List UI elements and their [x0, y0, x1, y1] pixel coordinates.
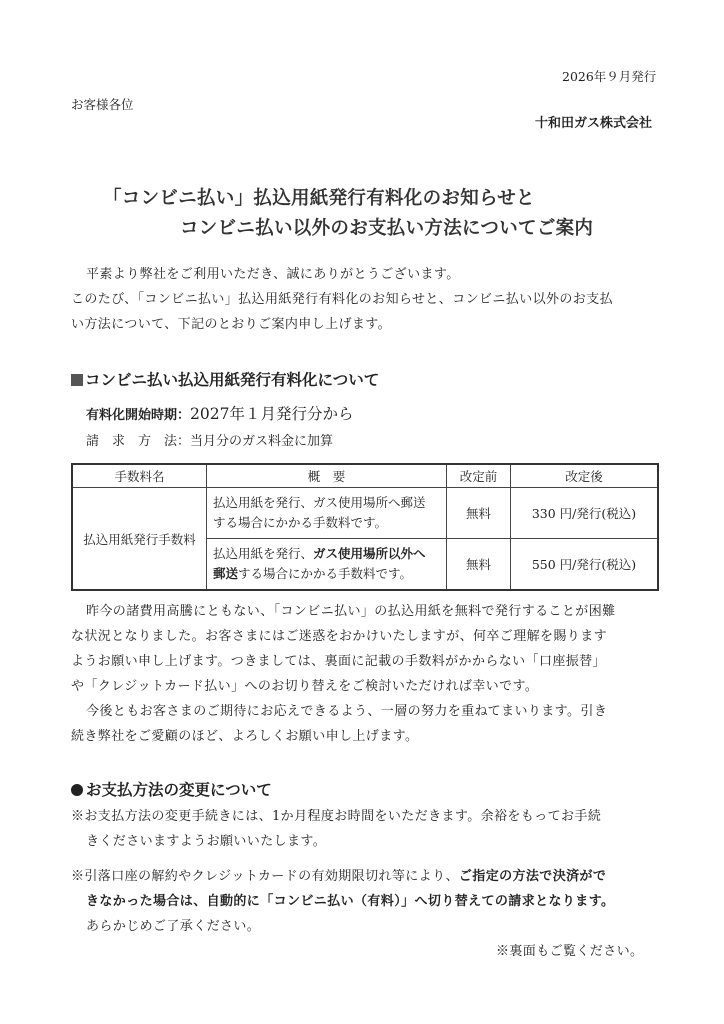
table-header-cell: 改定前	[447, 464, 511, 488]
back-note: ※裏面もご覧ください。	[496, 944, 644, 959]
billing-label: 請 求 方 法：	[86, 434, 191, 449]
section2-heading-text: お支払方法の変更について	[86, 781, 272, 799]
intro-line1: 平素より弊社をご利用いただき、誠にありがとうございます。	[86, 267, 460, 282]
table-header-row	[72, 464, 658, 488]
description-text: 払込用紙を発行、	[213, 546, 314, 561]
before-cell: 無料	[447, 539, 511, 591]
section2-heading	[71, 778, 272, 800]
para2-line1: 今後ともお客さまのご期待にお応えできるよう、一層の努力を重ねてまいります。引き	[86, 704, 608, 719]
description-text: する場合にかかる手数料です。	[238, 566, 413, 581]
description-emphasis: ガス使用場所以外へ	[313, 546, 426, 561]
note2-text: ※引落口座の解約やクレジットカードの有効期限切れ等により、	[71, 869, 459, 884]
square-bullet-icon	[71, 374, 83, 386]
company-name: 十和田ガス株式会社	[535, 116, 653, 131]
description-line: 払込用紙を発行、ガス使用場所へ郵送	[213, 495, 426, 510]
note1-line2: きくださいますようお願いいたします。	[86, 834, 327, 849]
note1-line1: ※お支払方法の変更手続きには、1か月程度お時間をいただきます。余裕をもってお手続	[71, 809, 602, 824]
para1-line4: や「クレジットカード払い」へのお切り替えをご検討いただければ幸いです。	[71, 679, 539, 694]
start-period	[86, 402, 353, 424]
billing-value: 当月分のガス料金に加算	[190, 434, 334, 449]
para1-line3: ようお願い申し上げます。つきましては、裏面に記載の手数料がかからない「口座振替」	[71, 654, 606, 669]
start-value: 2027年１月発行分から	[190, 405, 354, 423]
section1-heading-text: コンビニ払い払込用紙発行有料化について	[85, 371, 380, 389]
recipient: お客様各位	[71, 97, 134, 112]
para2-line2: 続き弊社をご愛顧のほど、よろしくお願い申し上げます。	[71, 729, 419, 744]
title-line1: 「コンビニ払い」払込用紙発行有料化のお知らせと	[103, 188, 535, 209]
fee-table	[71, 463, 659, 591]
description-line	[213, 544, 440, 564]
description-line	[213, 564, 440, 584]
start-label: 有料化開始時期：	[86, 408, 191, 423]
after-cell: 330 円/発行(税込)	[511, 488, 659, 539]
description-cell	[207, 488, 447, 539]
description-cell	[207, 539, 447, 591]
description-emphasis: 郵送	[213, 566, 239, 581]
note2-line1	[71, 865, 606, 889]
para1-line1: 昨今の諸費用高騰にともない、「コンビニ払い」の払込用紙を無料で発行することが困難	[86, 604, 616, 619]
before-cell: 無料	[447, 488, 511, 539]
description-line: する場合にかかる手数料です。	[213, 515, 388, 530]
fee-name-cell: 払込用紙発行手数料	[72, 488, 207, 591]
issue-date: 2026年９月発行	[562, 69, 657, 84]
note2-line3: あらかじめご了承ください。	[86, 919, 261, 934]
table-header-cell: 概 要	[207, 464, 447, 488]
table-header-cell: 改定後	[511, 464, 659, 488]
intro-line2: このたび、「コンビニ払い」払込用紙発行有料化のお知らせと、コンビニ払い以外のお支払	[71, 292, 613, 307]
section1-heading	[71, 368, 379, 390]
note2-emphasis: ご指定の方法で決済がで	[458, 869, 607, 884]
table-row	[72, 488, 658, 539]
title-line2: コンビニ払い以外のお支払い方法についてご案内	[180, 218, 594, 239]
para1-line2: な状況となりました。お客さまにはご迷惑をおかけいたしますが、何卒ご理解を賜ります	[71, 629, 608, 644]
note2-line2: きなかった場合は、自動的に「コンビニ払い（有料）」へ切り替えての請求となります。	[86, 894, 615, 909]
after-cell: 550 円/発行(税込)	[511, 539, 659, 591]
intro-line3: い方法について、下記のとおりご案内申し上げます。	[71, 317, 392, 332]
billing-method	[86, 430, 333, 449]
table-header-cell: 手数料名	[72, 464, 207, 488]
circle-bullet-icon	[71, 784, 83, 796]
